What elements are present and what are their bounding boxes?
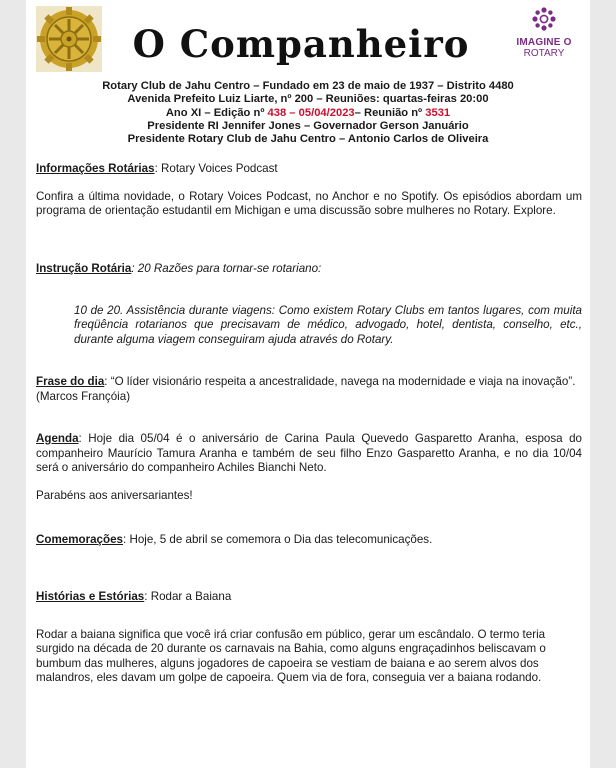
informacoes-label: Informações Rotárias bbox=[36, 162, 155, 175]
edition-date: 05/04/2023 bbox=[298, 106, 355, 119]
comemoracoes-label: Comemorações bbox=[36, 533, 123, 546]
historias-title: : Rodar a Baiana bbox=[144, 590, 232, 603]
historias-heading bbox=[36, 590, 582, 605]
historias-body: Rodar a baiana significa que você irá criar confusão em público, gerar um escândalo. O termo teria surgido na década de 20 durante os carnavais na Bahia, como alguns engraçadinhos beliscavam o bumbum das mulheres, alguns jogadores de capoeira se vestiam de baiana e ao serem alvos dos malandros, eles davam um golpe de capoeira. Quem via de fora, conseguia ver a baiana rodando. bbox=[36, 627, 546, 684]
comemoracoes-body: : Hoje, 5 de abril se comemora o Dia das telecomunicações. bbox=[123, 533, 433, 546]
edition-separator: – bbox=[286, 106, 299, 119]
instrucao-body: 10 de 20. Assistência durante viagens: Como existem Rotary Clubs em tantos lugares, com muita freqüência rotarianos que precisavam de médico, advogado, hotel, dentista, conselho, etc., durante alguma viagem conseguiram ajuda através do Rotary. bbox=[74, 303, 582, 346]
instrucao-label: Instrução Rotária bbox=[36, 262, 132, 275]
frase-text bbox=[36, 375, 582, 404]
rotary-wheel-logo bbox=[36, 6, 102, 72]
section-informacoes bbox=[36, 162, 582, 219]
edition-line bbox=[26, 107, 590, 120]
newsletter-title: O Companheiro bbox=[132, 22, 470, 66]
informacoes-heading bbox=[36, 162, 582, 177]
ri-president-line: Presidente RI Jennifer Jones – Governador Gerson Januário bbox=[147, 119, 469, 132]
agenda-body: : Hoje dia 05/04 é o aniversário de Carina Paula Quevedo Gasparetto Aranha, esposa do companheiro Maurício Tamura Aranha e também de seu filho Enzo Gasparetto Aranha, e no dia 10/04 será o aniversário do companheiro Achiles Bianchi Neto. bbox=[36, 432, 582, 474]
meeting-prefix: – Reunião nº bbox=[354, 106, 426, 119]
instrucao-heading bbox=[36, 262, 582, 277]
comemoracoes-text bbox=[36, 533, 582, 548]
historias-label: Histórias e Estórias bbox=[36, 590, 145, 603]
club-info-header bbox=[26, 80, 590, 146]
club-address-line: Avenida Prefeito Luiz Liarte, nº 200 – Reuniões: quartas-feiras 20:00 bbox=[127, 93, 489, 106]
imagine-rotary-logo bbox=[506, 6, 582, 59]
agenda-text bbox=[36, 432, 582, 476]
section-frase bbox=[36, 375, 582, 404]
imagine-subtitle: ROTARY bbox=[523, 48, 565, 59]
section-instrucao bbox=[36, 262, 582, 347]
frase-quote: : “O líder visionário respeita a ancestralidade, navega na modernidade e viaja na inovação”. (Marcos Françóia) bbox=[36, 375, 576, 403]
newsletter-page bbox=[26, 0, 590, 768]
club-president-line: Presidente Rotary Club de Jahu Centro – Antonio Carlos de Oliveira bbox=[127, 133, 489, 146]
instrucao-title: : 20 Razões para tornar-se rotariano: bbox=[131, 262, 322, 275]
frase-label: Frase do dia bbox=[36, 375, 105, 388]
section-comemoracoes bbox=[36, 533, 582, 548]
meeting-number: 3531 bbox=[425, 106, 451, 119]
agenda-label: Agenda bbox=[36, 432, 79, 445]
section-agenda bbox=[36, 432, 582, 503]
section-historias bbox=[36, 590, 582, 686]
edition-prefix: Ano XI – Edição nº bbox=[165, 106, 268, 119]
imagine-flower-icon bbox=[530, 6, 558, 32]
informacoes-body: Confira a última novidade, o Rotary Voices Podcast, no Anchor e no Spotify. Os episódios abordam um programa de orientação estudantil em Michigan e uma discussão sobre mulheres no Rotary. Explore. bbox=[36, 189, 582, 217]
club-founding-line: Rotary Club de Jahu Centro – Fundado em 23 de maio de 1937 – Distrito 4480 bbox=[102, 80, 514, 92]
agenda-parabens: Parabéns aos aniversariantes! bbox=[36, 488, 193, 502]
imagine-title: IMAGINE O bbox=[516, 37, 572, 48]
informacoes-title: : Rotary Voices Podcast bbox=[154, 162, 278, 175]
edition-number: 438 bbox=[267, 106, 287, 119]
